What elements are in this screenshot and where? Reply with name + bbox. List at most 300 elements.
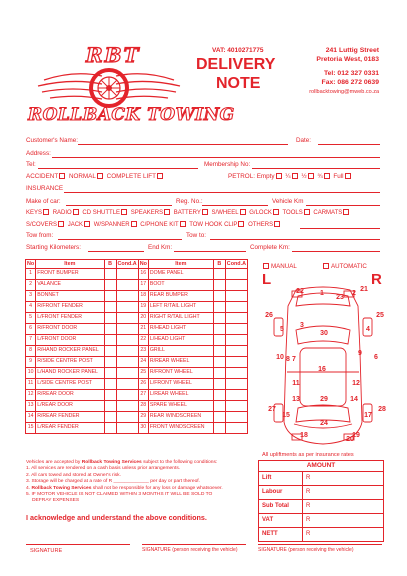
- item-b-cell[interactable]: [213, 401, 225, 412]
- address-line-1: 241 Luttig Street: [325, 47, 379, 54]
- item-cond-cell[interactable]: [225, 313, 247, 324]
- tow-hook-clip-checkbox[interactable]: [238, 221, 244, 227]
- petrol-empty-checkbox[interactable]: [276, 173, 282, 179]
- signature-label-3: SIGNATURE (person receiving the vehicle): [258, 547, 354, 553]
- item-b-cell[interactable]: [213, 269, 225, 280]
- diagram-zone-number[interactable]: 13: [292, 396, 300, 403]
- petrol-three-quarter-label: ¾: [317, 173, 323, 180]
- item-number: 13: [26, 401, 36, 412]
- petrol-three-quarter-checkbox[interactable]: [324, 173, 330, 179]
- vat-number: VAT: 4010271775: [212, 47, 264, 54]
- accessories-row-2: [26, 221, 282, 229]
- item-name: R/FRONT DOOR: [36, 324, 104, 335]
- petrol-full-checkbox[interactable]: [345, 173, 351, 179]
- header-no-left: No: [27, 260, 35, 267]
- item-number: 12: [26, 390, 36, 401]
- amount-table: [258, 460, 384, 542]
- item-cond-cell[interactable]: [225, 269, 247, 280]
- item-cond-cell[interactable]: [116, 379, 138, 390]
- amount-label: VAT: [259, 514, 303, 528]
- amount-label: Sub Total: [259, 500, 303, 514]
- item-cond-cell[interactable]: [225, 302, 247, 313]
- diagram-zone-number[interactable]: 10: [276, 354, 284, 361]
- company-logo: [24, 40, 235, 130]
- item-number: 6: [26, 324, 36, 335]
- table-header-row: [26, 260, 248, 269]
- table-row: [26, 302, 248, 313]
- address-label: Address:: [26, 150, 51, 157]
- table-row: [26, 269, 248, 280]
- item-b-cell[interactable]: [104, 324, 116, 335]
- item-number: 11: [26, 379, 36, 390]
- diagram-zone-number[interactable]: 21: [360, 286, 368, 293]
- w-spanner-label: W/SPANNER: [93, 222, 130, 228]
- petrol-quarter-checkbox[interactable]: [292, 173, 298, 179]
- item-number: 23: [138, 346, 148, 357]
- diagram-zone-number[interactable]: 9: [358, 350, 362, 357]
- automatic-label: AUTOMATIC: [331, 263, 367, 270]
- diagram-zone-number[interactable]: 7: [292, 356, 296, 363]
- item-cond-cell[interactable]: [116, 291, 138, 302]
- title-note: NOTE: [216, 75, 261, 92]
- terms-intro-c: subject to the following conditions:: [141, 460, 218, 465]
- term-2: 2. All cars towed and stored at Owner's risk.: [26, 472, 121, 478]
- diagram-zone-number[interactable]: 23: [336, 294, 344, 301]
- item-cond-cell[interactable]: [116, 324, 138, 335]
- signature-line-1[interactable]: [26, 544, 130, 545]
- item-name: REAR BUMPER: [148, 291, 213, 302]
- manual-option: [262, 263, 297, 270]
- term-1: 1. All services are rendered on a cash basis unless prior arrangements.: [26, 466, 181, 472]
- battery-checkbox[interactable]: [202, 209, 208, 215]
- tel-field[interactable]: [38, 168, 198, 169]
- insurance-field[interactable]: [64, 192, 380, 193]
- term-4a: 4.: [26, 485, 32, 491]
- item-b-cell[interactable]: [213, 390, 225, 401]
- diagram-zone-number[interactable]: 25: [376, 312, 384, 319]
- table-row: [26, 368, 248, 379]
- term-4b: Rollback Towing Services: [31, 485, 92, 491]
- item-b-cell[interactable]: [213, 423, 225, 434]
- item-name: L/HAND ROCKER PANEL: [36, 368, 104, 379]
- insurance-label: INSURANCE: [26, 185, 64, 192]
- diagram-zone-number[interactable]: 19: [352, 432, 360, 439]
- item-name: BOOT: [148, 280, 213, 291]
- c-phone-kit-checkbox[interactable]: [180, 221, 186, 227]
- petrol-half-label: ½: [301, 173, 307, 180]
- item-number: 24: [138, 357, 148, 368]
- item-cond-cell[interactable]: [225, 346, 247, 357]
- diagram-zone-number[interactable]: 6: [374, 354, 378, 361]
- item-b-cell[interactable]: [213, 313, 225, 324]
- cd-shuttle-label: CD SHUTTLE: [82, 210, 121, 216]
- header-b-left: B: [104, 260, 116, 269]
- item-number: 2: [26, 280, 36, 291]
- automatic-checkbox[interactable]: [323, 263, 329, 269]
- diagram-zone-number[interactable]: 12: [352, 380, 360, 387]
- item-b-cell[interactable]: [213, 346, 225, 357]
- table-row: [26, 280, 248, 291]
- diagram-zone-number[interactable]: 15: [282, 412, 290, 419]
- end-km-field[interactable]: [174, 251, 246, 252]
- item-cond-cell[interactable]: [116, 313, 138, 324]
- tow-hook-clip-label: TOW HOOK CLIP: [189, 222, 238, 228]
- item-b-cell[interactable]: [104, 280, 116, 291]
- item-number: 10: [26, 368, 36, 379]
- amount-label: NETT: [259, 528, 303, 542]
- diagram-zone-number[interactable]: 3: [300, 322, 304, 329]
- term-3: 3. Storage will be charged at a rate of R _____________ per day or part thereof.: [26, 479, 201, 485]
- table-row: [26, 412, 248, 423]
- speakers-label: SPEAKERS: [130, 210, 164, 216]
- item-cond-cell[interactable]: [225, 379, 247, 390]
- accessories-row-1: [26, 209, 351, 217]
- customer-row: [26, 137, 78, 144]
- diagram-zone-number[interactable]: 24: [320, 420, 328, 427]
- amount-header: AMOUNT: [259, 461, 384, 472]
- vehicle-damage-diagram[interactable]: [258, 282, 388, 448]
- item-cond-cell[interactable]: [225, 324, 247, 335]
- g-lock-checkbox[interactable]: [273, 209, 279, 215]
- item-cond-cell[interactable]: [116, 335, 138, 346]
- item-name: L/REAR WHEEL: [148, 390, 213, 401]
- signature-line-2[interactable]: [142, 544, 246, 545]
- diagram-zone-number[interactable]: 2: [352, 290, 356, 297]
- diagram-zone-number[interactable]: 14: [350, 396, 358, 403]
- item-name: L/REAR FENDER: [36, 423, 104, 434]
- item-b-cell[interactable]: [104, 269, 116, 280]
- item-b-cell[interactable]: [104, 346, 116, 357]
- item-b-cell[interactable]: [104, 401, 116, 412]
- item-name: R/FRONT FENDER: [36, 302, 104, 313]
- item-cond-cell[interactable]: [225, 423, 247, 434]
- term-5: 5. IF MOTOR VEHICLE IS NOT CLAIMED WITHIN 3 MONTHS IT WILL BE SOLD TO: [26, 491, 213, 497]
- complete-lift-checkbox[interactable]: [157, 173, 163, 179]
- header-cond-right: Cond.A: [226, 260, 246, 267]
- tow-to-field[interactable]: [210, 239, 380, 240]
- tools-checkbox[interactable]: [304, 209, 310, 215]
- item-cond-cell[interactable]: [116, 368, 138, 379]
- date-label: Date:: [296, 137, 312, 144]
- item-name: L/REAR DOOR: [36, 401, 104, 412]
- damage-items-table: [25, 259, 248, 434]
- item-number: 5: [26, 313, 36, 324]
- item-b-cell[interactable]: [104, 357, 116, 368]
- item-name: R/REAR DOOR: [36, 390, 104, 401]
- item-name: L/SIDE CENTRE POST: [36, 379, 104, 390]
- item-name: REAR WINDSCREEN: [148, 412, 213, 423]
- diagram-zone-number[interactable]: 17: [364, 412, 372, 419]
- item-cond-cell[interactable]: [225, 412, 247, 423]
- diagram-zone-number[interactable]: 1: [320, 290, 324, 297]
- keys-checkbox[interactable]: [43, 209, 49, 215]
- upliftments-note: All upliftments as per insurance rates: [262, 452, 354, 458]
- petrol-half-checkbox[interactable]: [308, 173, 314, 179]
- item-cond-cell[interactable]: [116, 269, 138, 280]
- make-of-car-label: Make of car:: [26, 198, 61, 205]
- item-name: R/HEAD LIGHT: [148, 324, 213, 335]
- radio-label: RADIO: [52, 210, 72, 216]
- item-b-cell[interactable]: [213, 412, 225, 423]
- item-number: 7: [26, 335, 36, 346]
- jack-checkbox[interactable]: [84, 221, 90, 227]
- others-field[interactable]: [300, 228, 380, 229]
- diagram-zone-number[interactable]: 18: [300, 432, 308, 439]
- carmats-label: CARMATS: [313, 210, 343, 216]
- manual-label: MANUAL: [271, 263, 297, 270]
- item-name: L/FRONT DOOR: [36, 335, 104, 346]
- item-cond-cell[interactable]: [225, 368, 247, 379]
- normal-checkbox[interactable]: [97, 173, 103, 179]
- acknowledge-text: I acknowledge and understand the above conditions.: [26, 513, 207, 522]
- normal-label: NORMAL: [68, 173, 96, 180]
- date-field[interactable]: [318, 144, 380, 145]
- item-cond-cell[interactable]: [116, 390, 138, 401]
- item-name: L/HEAD LIGHT: [148, 335, 213, 346]
- signature-label-1: SIGNATURE: [30, 548, 63, 554]
- item-name: L/FRONT WHEEL: [148, 379, 213, 390]
- s-covers-checkbox[interactable]: [58, 221, 64, 227]
- item-name: BONNET: [36, 291, 104, 302]
- item-name: RIGHT R/TAIL LIGHT: [148, 313, 213, 324]
- vehicle-km-label: Vehicle Km: [272, 198, 304, 205]
- item-cond-cell[interactable]: [225, 280, 247, 291]
- tow-to-label: Tow to:: [186, 232, 206, 239]
- end-km-label: End Km:: [148, 244, 173, 251]
- item-b-cell[interactable]: [104, 368, 116, 379]
- others-label: OTHERS: [248, 222, 274, 228]
- customer-name-field[interactable]: [78, 144, 288, 145]
- diagram-zone-number[interactable]: 26: [265, 312, 273, 319]
- item-cond-cell[interactable]: [116, 401, 138, 412]
- reg-no-field[interactable]: [202, 205, 268, 206]
- service-type-row: [26, 173, 165, 180]
- reg-no-label: Reg. No.:: [176, 198, 203, 205]
- item-name: R/FRONT WHEEL: [148, 368, 213, 379]
- complete-lift-label: COMPLETE LIFT: [106, 173, 156, 180]
- amount-value-field[interactable]: R: [303, 500, 384, 514]
- item-number: 1: [26, 269, 36, 280]
- item-cond-cell[interactable]: [116, 412, 138, 423]
- amount-row: [259, 500, 384, 514]
- g-lock-label: G/LOCK: [249, 210, 272, 216]
- item-b-cell[interactable]: [213, 335, 225, 346]
- address-line-2: Pretoria West, 0183: [316, 56, 379, 63]
- item-cond-cell[interactable]: [116, 423, 138, 434]
- automatic-option: [322, 263, 367, 270]
- item-number: 8: [26, 346, 36, 357]
- amount-row: [259, 472, 384, 486]
- starting-km-label: Starting Kilometers:: [26, 244, 81, 251]
- header-cond-left: Cond.A: [117, 260, 137, 267]
- amount-value-field[interactable]: R: [303, 472, 384, 486]
- item-name: R/REAR FENDER: [36, 412, 104, 423]
- diagram-zone-number[interactable]: 16: [318, 366, 326, 373]
- carmats-checkbox[interactable]: [343, 209, 349, 215]
- diagram-zone-number[interactable]: 30: [320, 330, 328, 337]
- header-b-right: B: [213, 260, 225, 269]
- item-name: L/FRONT FENDER: [36, 313, 104, 324]
- diagram-zone-number[interactable]: 27: [268, 406, 276, 413]
- logo-bottom-text: ROLLBACK TOWING: [28, 105, 235, 125]
- item-b-cell[interactable]: [104, 313, 116, 324]
- amount-label: Labour: [259, 486, 303, 500]
- item-name: R/REAR WHEEL: [148, 357, 213, 368]
- term-4c: shall not be responsible for any loss or damage whatsoever.: [91, 485, 223, 491]
- item-b-cell[interactable]: [213, 302, 225, 313]
- table-row: [26, 291, 248, 302]
- fax-number: Fax: 086 272 0639: [321, 79, 379, 86]
- header-item-right: Item: [148, 260, 213, 269]
- item-number: 27: [138, 390, 148, 401]
- amount-row: [259, 514, 384, 528]
- table-row: [26, 335, 248, 346]
- petrol-quarter-label: ¼: [285, 173, 291, 180]
- membership-label: Membership No:: [204, 161, 251, 168]
- item-number: 15: [26, 423, 36, 434]
- item-cond-cell[interactable]: [225, 335, 247, 346]
- item-b-cell[interactable]: [213, 379, 225, 390]
- diagram-zone-number[interactable]: 8: [286, 356, 290, 363]
- radio-checkbox[interactable]: [73, 209, 79, 215]
- item-name: FRONT WINDSCREEN: [148, 423, 213, 434]
- item-cond-cell[interactable]: [116, 346, 138, 357]
- item-number: 28: [138, 401, 148, 412]
- diagram-zone-number[interactable]: 28: [378, 406, 386, 413]
- table-row: [26, 346, 248, 357]
- amount-value-field[interactable]: R: [303, 486, 384, 500]
- diagram-zone-number[interactable]: 5: [280, 326, 284, 333]
- tow-from-field[interactable]: [58, 239, 182, 240]
- speakers-checkbox[interactable]: [164, 209, 170, 215]
- item-cond-cell[interactable]: [225, 390, 247, 401]
- item-b-cell[interactable]: [104, 412, 116, 423]
- term-5b: DEFRAY EXPENSES: [32, 498, 80, 504]
- signature-label-2: SIGNATURE (person receiving the vehicle): [142, 547, 238, 553]
- item-number: 20: [138, 313, 148, 324]
- item-number: 25: [138, 368, 148, 379]
- terms-intro-a: Vehicles are accepted by: [26, 460, 82, 465]
- vehicle-km-field[interactable]: [306, 205, 380, 206]
- accident-label: ACCIDENT: [26, 173, 59, 180]
- item-cond-cell[interactable]: [116, 280, 138, 291]
- s-covers-label: S/COVERS: [26, 222, 58, 228]
- starting-km-field[interactable]: [88, 251, 144, 252]
- table-row: [26, 401, 248, 412]
- diagram-zone-number[interactable]: 22: [296, 288, 304, 295]
- item-number: 9: [26, 357, 36, 368]
- item-name: LEFT R/TAIL LIGHT: [148, 302, 213, 313]
- petrol-empty-label: PETROL: Empty: [228, 173, 275, 180]
- s-wheel-label: S/WHEEL: [211, 210, 239, 216]
- signature-line-3[interactable]: [258, 544, 382, 545]
- item-number: 4: [26, 302, 36, 313]
- item-name: SPARE WHEEL: [148, 401, 213, 412]
- term-4: [26, 486, 254, 492]
- item-b-cell[interactable]: [104, 302, 116, 313]
- item-b-cell[interactable]: [213, 357, 225, 368]
- item-number: 19: [138, 302, 148, 313]
- c-phone-kit-label: C/PHONE KIT: [140, 222, 179, 228]
- diagram-zone-number[interactable]: 11: [292, 380, 300, 387]
- petrol-row: [228, 173, 353, 180]
- item-cond-cell[interactable]: [225, 291, 247, 302]
- diagram-zone-number[interactable]: 20: [346, 436, 354, 443]
- manual-checkbox[interactable]: [263, 263, 269, 269]
- item-b-cell[interactable]: [104, 390, 116, 401]
- table-row: [26, 357, 248, 368]
- item-b-cell[interactable]: [213, 291, 225, 302]
- accident-checkbox[interactable]: [59, 173, 65, 179]
- item-b-cell[interactable]: [104, 423, 116, 434]
- others-checkbox[interactable]: [274, 221, 280, 227]
- cd-shuttle-checkbox[interactable]: [121, 209, 127, 215]
- item-cond-cell[interactable]: [225, 401, 247, 412]
- customer-name-label: Customer's Name:: [26, 137, 78, 144]
- amount-value-field[interactable]: R: [303, 528, 384, 542]
- table-row: [26, 390, 248, 401]
- w-spanner-checkbox[interactable]: [131, 221, 137, 227]
- make-of-car-field[interactable]: [66, 205, 172, 206]
- amount-label: Lift: [259, 472, 303, 486]
- table-row: [26, 379, 248, 390]
- item-number: 3: [26, 291, 36, 302]
- item-b-cell[interactable]: [104, 291, 116, 302]
- item-b-cell[interactable]: [104, 379, 116, 390]
- s-wheel-checkbox[interactable]: [240, 209, 246, 215]
- amount-value-field[interactable]: R: [303, 514, 384, 528]
- table-row: [26, 324, 248, 335]
- membership-field[interactable]: [252, 168, 380, 169]
- item-cond-cell[interactable]: [116, 357, 138, 368]
- item-b-cell[interactable]: [104, 335, 116, 346]
- left-side-label: L: [262, 271, 272, 288]
- email-address: rollbacktowing@mweb.co.za: [309, 89, 379, 95]
- item-name: GRILL: [148, 346, 213, 357]
- keys-label: KEYS: [26, 210, 43, 216]
- header-item-left: Item: [36, 260, 104, 269]
- item-number: 22: [138, 335, 148, 346]
- diagram-zone-number[interactable]: 4: [366, 326, 370, 333]
- diagram-zone-number[interactable]: 29: [320, 396, 328, 403]
- battery-label: BATTERY: [173, 210, 201, 216]
- title-delivery: DELIVERY: [196, 56, 276, 73]
- item-b-cell[interactable]: [213, 280, 225, 291]
- amount-row: [259, 486, 384, 500]
- item-name: DOME PANEL: [148, 269, 213, 280]
- tow-from-label: Tow from:: [26, 232, 54, 239]
- item-number: 21: [138, 324, 148, 335]
- logo-top-text: RBT: [86, 43, 141, 67]
- item-cond-cell[interactable]: [116, 302, 138, 313]
- item-number: 18: [138, 291, 148, 302]
- item-number: 26: [138, 379, 148, 390]
- petrol-full-label: Full: [333, 173, 344, 180]
- table-row: [26, 313, 248, 324]
- item-number: 16: [138, 269, 148, 280]
- item-b-cell[interactable]: [213, 368, 225, 379]
- terms-section: [26, 460, 254, 505]
- address-field[interactable]: [52, 157, 380, 158]
- right-side-label: R: [371, 271, 382, 288]
- complete-km-field[interactable]: [292, 251, 380, 252]
- tel-label: Tel:: [26, 161, 36, 168]
- item-name: R/SIDE CENTRE POST: [36, 357, 104, 368]
- item-b-cell[interactable]: [213, 324, 225, 335]
- jack-label: JACK: [67, 222, 84, 228]
- complete-km-label: Complete Km:: [250, 244, 290, 251]
- item-cond-cell[interactable]: [225, 357, 247, 368]
